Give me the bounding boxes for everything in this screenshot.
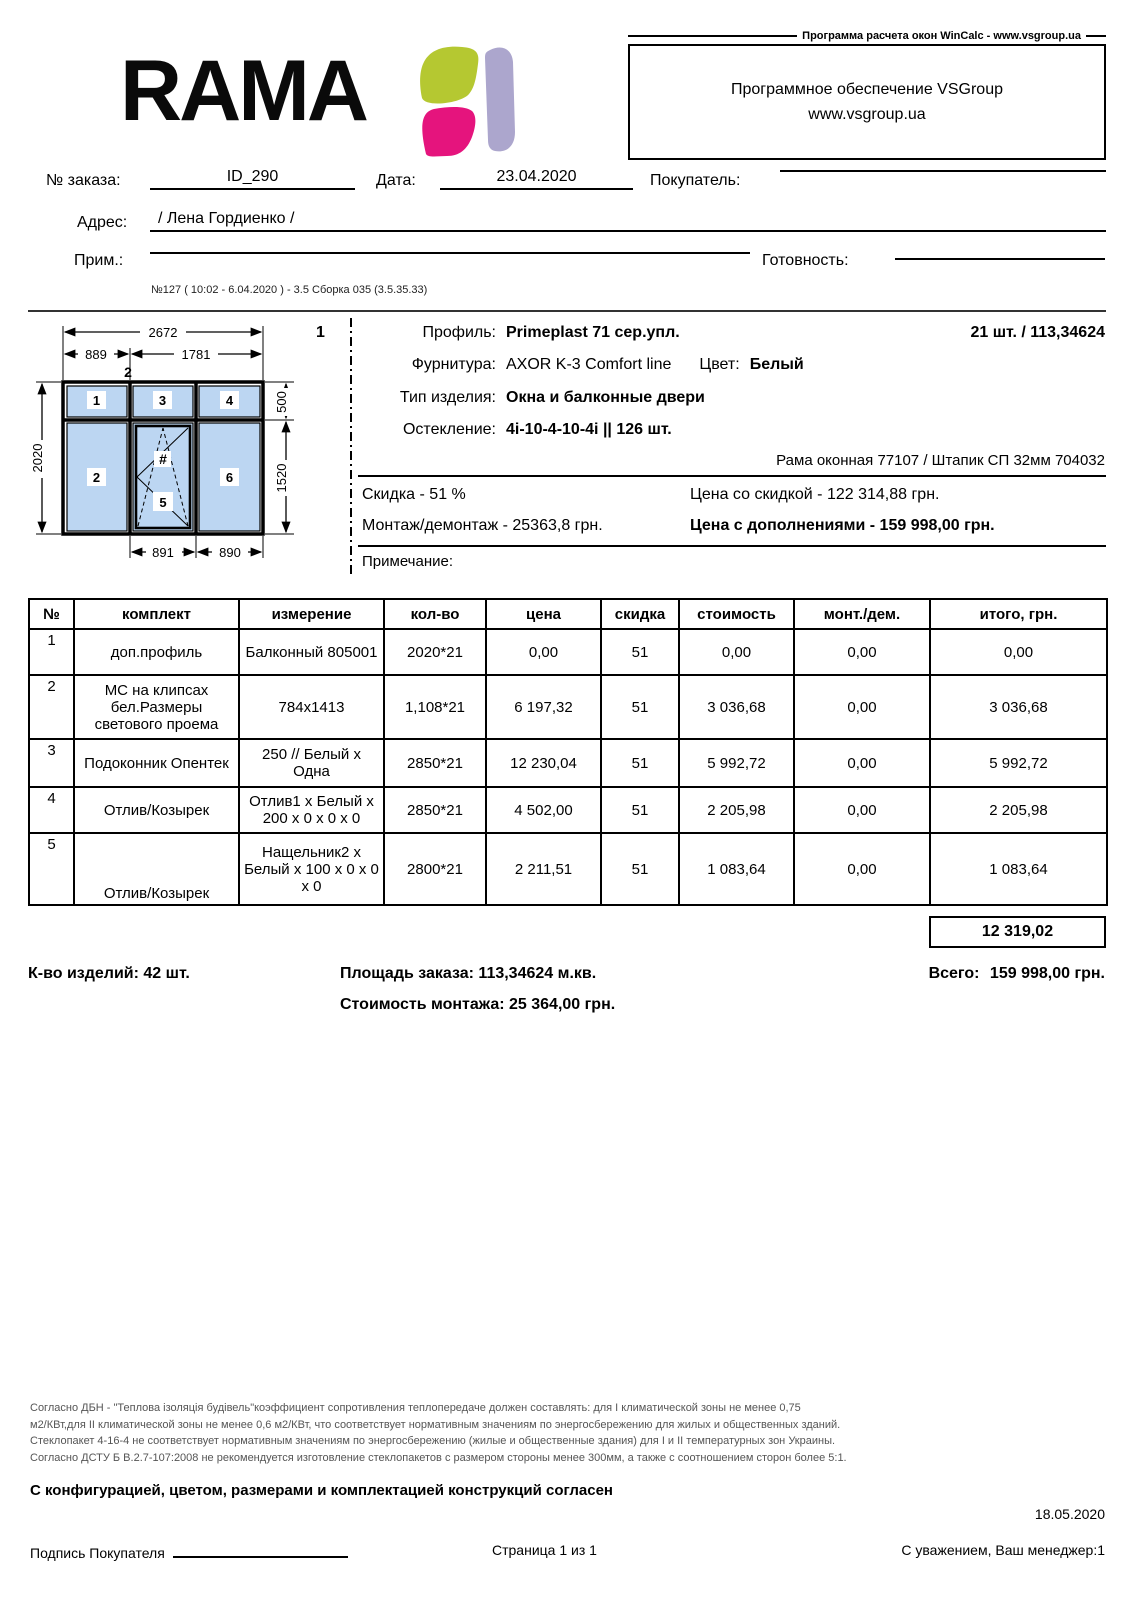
col-header: № <box>29 599 74 629</box>
dim-total-width: 2672 <box>148 325 178 340</box>
glazing-row <box>358 421 672 439</box>
cell: 51 <box>601 675 679 739</box>
table-header-row <box>29 599 1107 629</box>
col-header: измерение <box>239 599 384 629</box>
date-label: Дата: <box>376 172 416 189</box>
col-header: скидка <box>601 599 679 629</box>
cell: 51 <box>601 787 679 833</box>
cell: 2850*21 <box>384 787 486 833</box>
cell: 0,00 <box>679 629 794 675</box>
pane-label: 5 <box>159 495 167 510</box>
pane-label: 2 <box>92 470 101 485</box>
section-divider <box>350 318 352 576</box>
signature-line <box>173 1542 348 1558</box>
installation-cost-label: Стоимость монтажа: <box>340 996 505 1013</box>
address-field: / Лена Гордиенко / <box>150 210 1106 232</box>
fine-print-line: Согласно ДБН - "Теплова ізоляція будівель"коэффициент сопротивления теплопередаче должен составлять: для I климатической зоны не менее 0,75 <box>30 1402 801 1414</box>
frame-note: Рама оконная 77107 / Штапик СП 32мм 704032 <box>776 452 1105 469</box>
cell: Балконный 805001 <box>239 629 384 675</box>
color-label: Цвет: <box>699 356 740 373</box>
frame-number-label: 2 <box>124 364 132 380</box>
items-count-value: 42 шт. <box>143 965 190 982</box>
price-with-extras-text: Цена с дополнениями - 159 998,00 грн. <box>690 517 995 534</box>
opening-sash <box>136 426 190 528</box>
pane-label: 4 <box>225 393 234 408</box>
vsgroup-url: www.vsgroup.ua <box>808 105 926 123</box>
cell: 2800*21 <box>384 833 486 905</box>
order-area-label: Площадь заказа: <box>340 965 474 982</box>
dim-left-width: 889 <box>85 347 107 362</box>
cell: 2 <box>29 675 74 739</box>
cell: 2 211,51 <box>486 833 601 905</box>
glazing-value: 4i-10-4-10-4i || 126 шт. <box>506 421 672 438</box>
cell: 2 205,98 <box>930 787 1107 833</box>
divider <box>358 475 1106 477</box>
discounted-price-text: Цена со скидкой - 122 314,88 грн. <box>690 486 940 503</box>
cell: 0,00 <box>794 787 930 833</box>
cell: 51 <box>601 629 679 675</box>
grand-total-label: Всего: <box>928 965 980 982</box>
remark-label: Примечание: <box>362 553 453 570</box>
order-no-field: ID_290 <box>150 168 355 190</box>
cell: 0,00 <box>794 629 930 675</box>
order-area <box>340 965 596 983</box>
readiness-label: Готовность: <box>762 252 849 269</box>
readiness-field <box>895 256 1105 260</box>
profile-value: Primeplast 71 сер.упл. <box>506 324 680 341</box>
type-value: Окна и балконные двери <box>506 389 705 406</box>
divider <box>28 310 1106 312</box>
cell: 1 083,64 <box>679 833 794 905</box>
discount-text: Скидка - 51 % <box>362 486 466 503</box>
col-header: цена <box>486 599 601 629</box>
item-number: 1 <box>316 324 325 341</box>
buyer-label: Покупатель: <box>650 172 741 189</box>
address-label: Адрес: <box>77 214 128 231</box>
dim-bottom-height: 1520 <box>274 463 289 493</box>
divider <box>1086 35 1106 37</box>
cell: 51 <box>601 833 679 905</box>
order-area-value: 113,34624 м.кв. <box>478 965 597 982</box>
cell: 1 <box>29 629 74 675</box>
cell: 51 <box>601 739 679 787</box>
legal-fine-print <box>30 1400 890 1466</box>
software-version-line: №127 ( 10:02 - 6.04.2020 ) - 3.5 Сборка 035 (3.5.35.33) <box>151 284 428 296</box>
buyer-field <box>780 168 1106 172</box>
pane-label: 1 <box>92 393 101 408</box>
fine-print-line: м2/КВт,для II климатической зоны не менее 0,6 м2/КВт, что соответствует нормативным значениям по энергосбережению для жилых и общественных зданий. <box>30 1418 841 1431</box>
dim-bottom-right: 890 <box>219 545 241 560</box>
table-row <box>29 675 1107 739</box>
rama-logo-icon <box>412 40 530 160</box>
document-date: 18.05.2020 <box>1034 1506 1105 1522</box>
vsgroup-title: Программное обеспечение VSGroup <box>731 80 1003 98</box>
dim-bottom-mid: 891 <box>152 545 174 560</box>
pane-label: 3 <box>158 393 167 408</box>
cell: 3 036,68 <box>930 675 1107 739</box>
col-header: кол-во <box>384 599 486 629</box>
installation-text: Монтаж/демонтаж - 25363,8 грн. <box>362 517 603 534</box>
cell: 5 <box>29 833 74 905</box>
table-row <box>29 833 1107 905</box>
agreement-line: С конфигурацией, цветом, размерами и комплектацией конструкций согласен <box>30 1482 613 1499</box>
cell: 0,00 <box>486 629 601 675</box>
signature-block <box>30 1542 348 1561</box>
divider <box>358 545 1106 547</box>
installation-cost <box>340 996 615 1014</box>
wincalc-note-text: Программа расчета окон WinCalc - www.vsgroup.ua <box>802 30 1081 42</box>
fine-print-line: Согласно ДСТУ Б В.2.7-107:2008 не рекомендуется изготовление стеклопакетов с размером стороны менее 300мм, а также с соотношением сторон более 5:1. <box>30 1451 847 1464</box>
cell: 1 083,64 <box>930 833 1107 905</box>
cell: 5 992,72 <box>930 739 1107 787</box>
cell: 1,108*21 <box>384 675 486 739</box>
date-field: 23.04.2020 <box>440 168 633 190</box>
cell: доп.профиль <box>74 629 239 675</box>
color-value: Белый <box>749 356 804 373</box>
window-drawing <box>28 316 358 572</box>
cell: 250 // Белый х Одна <box>239 739 384 787</box>
cell: 2020*21 <box>384 629 486 675</box>
cell: 0,00 <box>794 833 930 905</box>
vsgroup-box <box>628 44 1106 160</box>
wincalc-note-line <box>628 30 1106 42</box>
cell: Нащельник2 х Белый х 100 х 0 х 0 х 0 <box>239 833 384 905</box>
cell: Отлив/Козырек <box>74 787 239 833</box>
col-header: итого, грн. <box>930 599 1107 629</box>
col-header: комплект <box>74 599 239 629</box>
fine-print-line: Стеклопакет 4-16-4 не соответствует нормативным значениям по энергосбережению (жилые и общественные здания) для I и II температурных зон Украины. <box>30 1435 836 1447</box>
cell: 784х1413 <box>239 675 384 739</box>
cell: 0,00 <box>794 675 930 739</box>
hardware-label: Фурнитура: <box>411 356 496 373</box>
cell: 4 <box>29 787 74 833</box>
type-label: Тип изделия: <box>399 389 496 406</box>
table-total-box: 12 319,02 <box>929 916 1106 948</box>
table-row <box>29 787 1107 833</box>
glazing-label: Остекление: <box>402 421 496 438</box>
items-count-label: К-во изделий: <box>28 965 139 982</box>
cell: 4 502,00 <box>486 787 601 833</box>
cell: Отлив/Козырек <box>74 833 239 905</box>
cell: 2850*21 <box>384 739 486 787</box>
qty-area-value: 21 шт. / 113,34624 <box>970 324 1105 341</box>
dim-total-height: 2020 <box>30 443 45 473</box>
cell: МС на клипсах бел.Размеры светового проема <box>74 675 239 739</box>
type-row <box>358 389 705 407</box>
dim-right-width: 1781 <box>181 347 211 362</box>
cell: Отлив1 х Белый х 200 х 0 х 0 х 0 <box>239 787 384 833</box>
profile-label: Профиль: <box>422 324 496 341</box>
cell: Подоконник Опентек <box>74 739 239 787</box>
manager-note: С уважением, Ваш менеджер:1 <box>901 1542 1105 1558</box>
order-no-label: № заказа: <box>46 172 121 189</box>
cell: 5 992,72 <box>679 739 794 787</box>
cell: 3 036,68 <box>679 675 794 739</box>
dim-top-height: 500 <box>274 391 289 413</box>
cell: 6 197,32 <box>486 675 601 739</box>
rama-logo-text: RAMA <box>120 43 366 139</box>
note-field <box>150 250 750 254</box>
signature-label: Подпись Покупателя <box>30 1545 165 1561</box>
pricing-table <box>28 598 1108 906</box>
cell: 3 <box>29 739 74 787</box>
pane-label: 6 <box>225 470 234 485</box>
hardware-value: AXOR K-3 Comfort line <box>506 356 672 373</box>
hardware-row <box>358 356 804 374</box>
col-header: стоимость <box>679 599 794 629</box>
installation-cost-value: 25 364,00 грн. <box>509 996 616 1013</box>
grand-total-value: 159 998,00 грн. <box>989 965 1105 982</box>
table-row <box>29 739 1107 787</box>
divider <box>628 35 797 37</box>
sash-hash-mark: # <box>159 451 167 467</box>
cell: 0,00 <box>930 629 1107 675</box>
items-count <box>28 965 190 983</box>
cell: 2 205,98 <box>679 787 794 833</box>
cell: 12 230,04 <box>486 739 601 787</box>
profile-row <box>358 324 680 342</box>
grand-total <box>929 965 1105 983</box>
col-header: монт./дем. <box>794 599 930 629</box>
table-row <box>29 629 1107 675</box>
page-indicator: Страница 1 из 1 <box>492 1542 597 1558</box>
cell: 0,00 <box>794 739 930 787</box>
note-label: Прим.: <box>74 252 124 269</box>
